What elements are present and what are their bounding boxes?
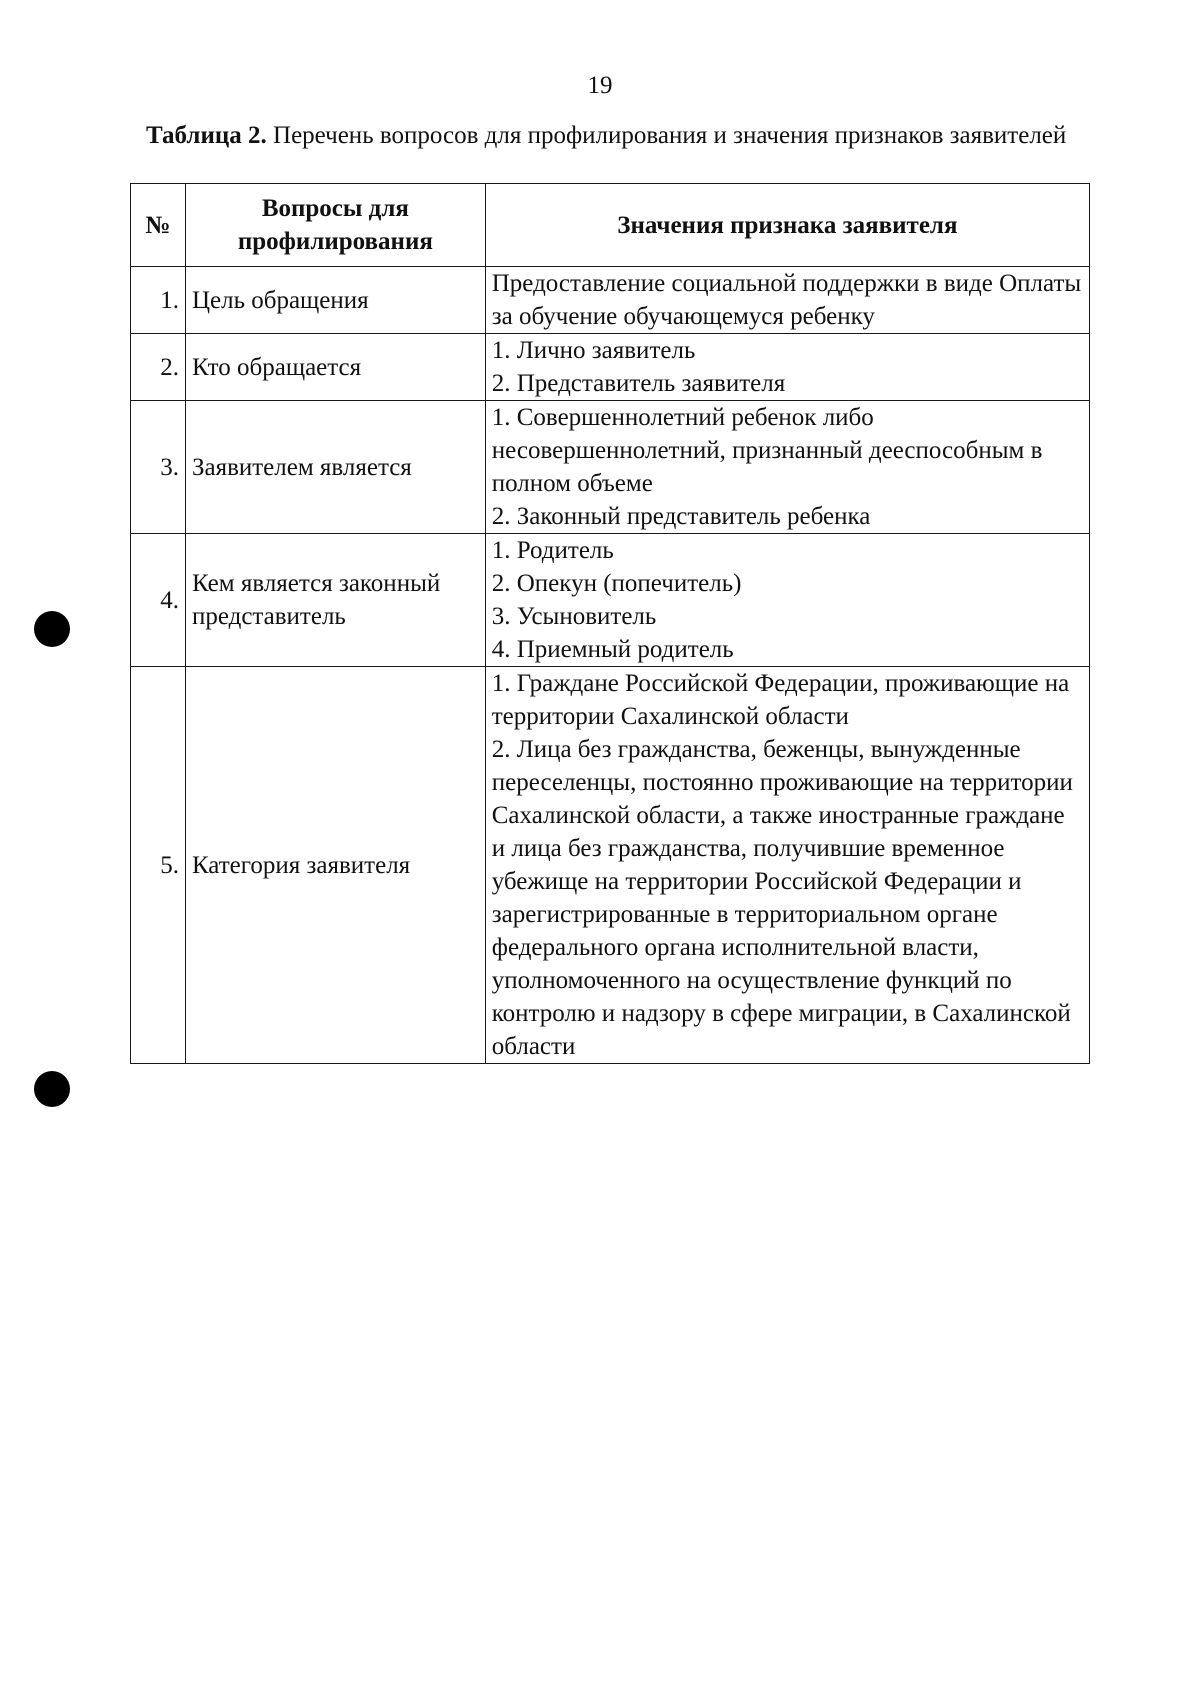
table-header-row: [131, 184, 1090, 267]
row-values: [485, 534, 1089, 667]
row-question: Категория заявителя: [185, 667, 485, 1064]
header-value: Значения признака заявителя: [485, 184, 1089, 267]
row-num: 1.: [131, 267, 186, 334]
row-question: Кем является законный представитель: [185, 534, 485, 667]
table-row: [131, 667, 1090, 1064]
punch-hole-bottom: [34, 1071, 70, 1107]
row-value-line: 2. Лица без гражданства, беженцы, вынужденные переселенцы, постоянно проживающие на территории Сахалинской области, а также иностранные граждане и лица без гражданства, получившие временное убежище на территории Российской Федерации и зарегистрированные в территориальном органе федерального органа исполнительной власти, уполномоченного на осуществление функций по контролю и надзору в сфере миграции, в Сахалинской области: [491, 736, 1073, 1060]
row-value-line: 1. Родитель: [491, 537, 614, 564]
row-num: 4.: [131, 534, 186, 667]
row-value-line: 1. Совершеннолетний ребенок либо несовершеннолетний, признанный дееспособным в полном объеме: [491, 404, 1043, 497]
row-value-line: 1. Граждане Российской Федерации, проживающие на территории Сахалинской области: [491, 670, 1070, 730]
header-question: Вопросы для профилирования: [185, 184, 485, 267]
table-caption-text: Перечень вопросов для профилирования и значения признаков заявителей: [266, 122, 1067, 149]
row-value-line: 2. Законный представитель ребенка: [491, 503, 871, 530]
row-question: Заявителем является: [185, 401, 485, 534]
row-value-line: 2. Представитель заявителя: [491, 370, 786, 397]
row-num: 5.: [131, 667, 186, 1064]
row-values: [485, 334, 1089, 401]
row-value-line: 4. Приемный родитель: [491, 636, 734, 663]
table-row: [131, 534, 1090, 667]
row-values: [485, 667, 1089, 1064]
row-values: [485, 267, 1089, 334]
row-value-line: 2. Опекун (попечитель): [491, 570, 742, 597]
table-row: [131, 334, 1090, 401]
row-value-line: Предоставление социальной поддержки в виде Оплаты за обучение обучающемуся ребенку: [491, 270, 1082, 330]
table-row: [131, 401, 1090, 534]
header-num: №: [131, 184, 186, 267]
profiling-table: [130, 183, 1090, 1064]
row-value-line: 1. Лично заявитель: [491, 337, 696, 364]
punch-hole-top: [34, 611, 70, 647]
table-row: [131, 267, 1090, 334]
row-value-line: 3. Усыновитель: [491, 603, 657, 630]
page-number: 19: [587, 72, 613, 99]
row-num: 2.: [131, 334, 186, 401]
table-caption-label: Таблица 2.: [146, 122, 267, 149]
row-values: [485, 401, 1089, 534]
row-question: Кто обращается: [185, 334, 485, 401]
row-question: Цель обращения: [185, 267, 485, 334]
table-caption: [146, 120, 1092, 152]
row-num: 3.: [131, 401, 186, 534]
